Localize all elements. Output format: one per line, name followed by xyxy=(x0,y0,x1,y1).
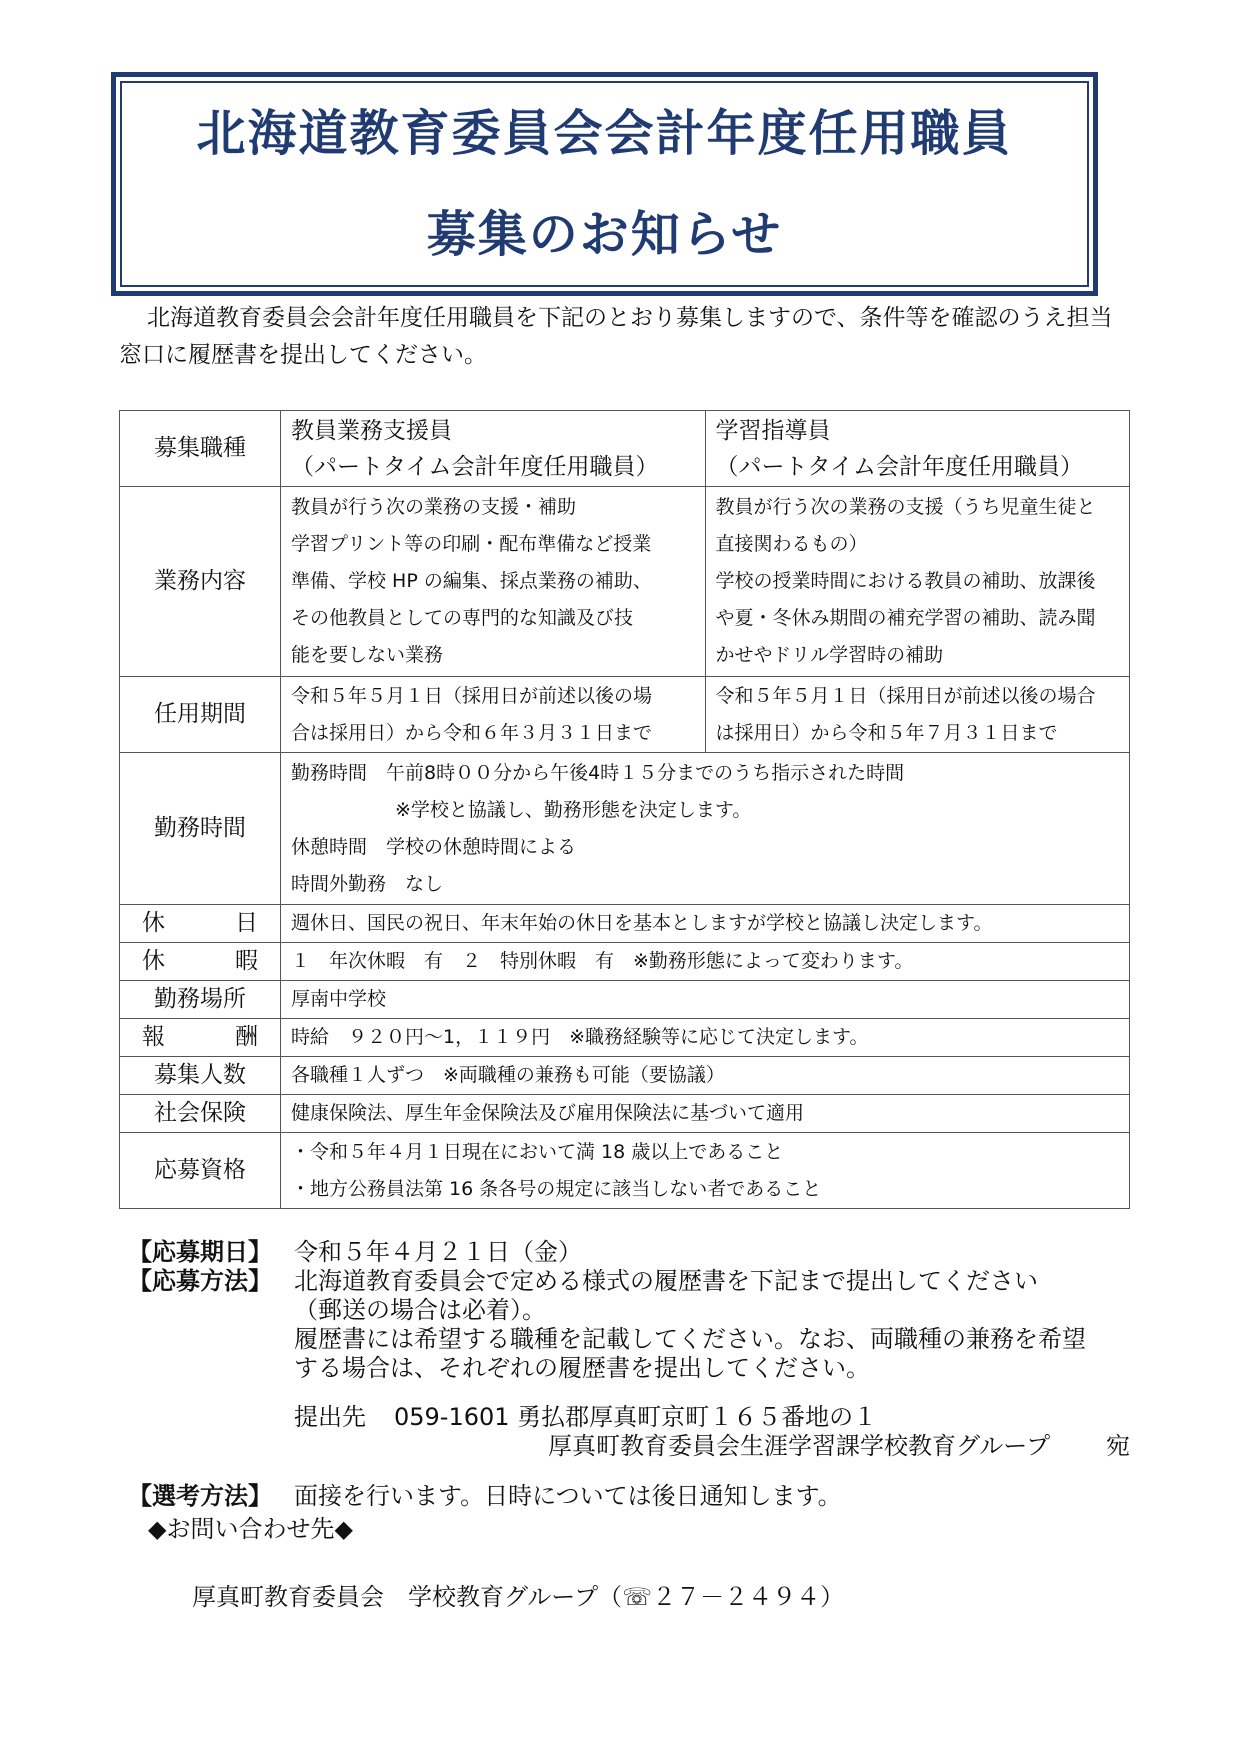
method-line: 履歴書には希望する職種を記載してください。なお、両職種の兼務を希望 xyxy=(294,1325,1086,1353)
row-location xyxy=(120,981,1130,1019)
job-type-col1 xyxy=(281,411,706,487)
submit-label: 提出先 xyxy=(294,1403,366,1431)
label-leave-char: 休 xyxy=(142,948,165,974)
method-row xyxy=(128,1267,1138,1461)
label-location: 勤務場所 xyxy=(120,981,281,1019)
period-col1-line: 令和５年５月１日（採用日が前述以後の場 xyxy=(291,684,653,707)
duties-col2-line: 教員が行う次の業務の支援（うち児童生徒と xyxy=(715,496,1096,518)
title-box xyxy=(111,72,1098,296)
pay-value: 時給 ９２０円～1，１１９円 ※職務経験等に応じて決定します。 xyxy=(281,1019,1130,1057)
hours-line: 時間外勤務 なし xyxy=(291,872,444,895)
title-box-inner xyxy=(120,81,1089,287)
intro-paragraph: 北海道教育委員会会計年度任用職員を下記のとおり募集しますので、条件等を確認のうえ担当窓口に履歴書を提出してください。 xyxy=(119,305,1113,368)
row-holidays xyxy=(120,905,1130,943)
duties-col2-line: や夏・冬休み期間の補充学習の補助、読み聞 xyxy=(715,607,1096,629)
title-line-2: 募集のお知らせ xyxy=(426,206,783,263)
submit-recipient-row xyxy=(294,1432,1138,1461)
contact-heading: ◆お問い合わせ先◆ xyxy=(148,1515,353,1543)
job-type-col1-line: 教員業務支援員 xyxy=(291,417,452,444)
job-type-col1-line: （パートタイム会計年度任用職員） xyxy=(291,453,659,480)
method-label: 【応募方法】 xyxy=(128,1267,272,1295)
row-pay xyxy=(120,1019,1130,1057)
job-type-col2-line: 学習指導員 xyxy=(715,417,831,444)
row-count xyxy=(120,1057,1130,1095)
row-period xyxy=(120,677,1130,753)
contact-value: 厚真町教育委員会 学校教育グループ（☏２７－２４９４） xyxy=(192,1583,845,1611)
row-duties xyxy=(120,487,1130,677)
hours-note: ※学校と協議し、勤務形態を決定します。 xyxy=(395,798,752,821)
duties-col1-line: 教員が行う次の業務の支援・補助 xyxy=(291,496,577,518)
hours-line: 休憩時間 学校の休憩時間による xyxy=(291,835,577,858)
hours-value xyxy=(281,753,1130,905)
label-duties: 業務内容 xyxy=(120,487,281,677)
deadline-label: 【応募期日】 xyxy=(128,1238,272,1266)
job-type-col2 xyxy=(705,411,1130,487)
duties-col2-line: 直接関わるもの） xyxy=(715,533,868,555)
selection-section xyxy=(128,1482,1138,1511)
label-hours: 勤務時間 xyxy=(120,753,281,905)
leave-value: １ 年次休暇 有 ２ 特別休暇 有 ※勤務形態によって変わります。 xyxy=(281,943,1130,981)
duties-col2-line: かせやドリル学習時の補助 xyxy=(715,644,944,666)
row-job-type xyxy=(120,411,1130,487)
duties-col2-line: 学校の授業時間における教員の補助、放課後 xyxy=(715,570,1096,592)
label-pay-char: 酬 xyxy=(235,1024,258,1050)
period-col2 xyxy=(705,677,1130,753)
qualification-line: ・令和５年４月１日現在において満 18 歳以上であること xyxy=(291,1140,784,1163)
label-leave-char: 暇 xyxy=(235,948,258,974)
qualifications-value xyxy=(281,1133,1130,1209)
submit-suffix: 宛 xyxy=(1106,1432,1130,1460)
label-holidays xyxy=(120,905,281,943)
method-body xyxy=(294,1267,1138,1461)
duties-col1-line: 準備、学校 HP の編集、採点業務の補助、 xyxy=(291,570,652,592)
label-job-type: 募集職種 xyxy=(120,411,281,487)
label-count: 募集人数 xyxy=(120,1057,281,1095)
count-value: 各職種１人ずつ ※両職種の兼務も可能（要協議） xyxy=(281,1057,1130,1095)
label-leave xyxy=(120,943,281,981)
label-holidays-char: 休 xyxy=(142,910,165,936)
submit-address: 059-1601 勇払郡厚真町京町１６５番地の１ xyxy=(394,1403,878,1431)
period-col2-line: 令和５年５月１日（採用日が前述以後の場合 xyxy=(715,684,1096,707)
job-type-col2-line: （パートタイム会計年度任用職員） xyxy=(715,453,1084,480)
submit-address-row xyxy=(294,1403,1138,1432)
label-pay xyxy=(120,1019,281,1057)
qualification-line: ・地方公務員法第 16 条各号の規定に該当しない者であること xyxy=(291,1177,822,1200)
selection-label: 【選考方法】 xyxy=(128,1482,272,1510)
location-value: 厚南中学校 xyxy=(281,981,1130,1019)
row-insurance xyxy=(120,1095,1130,1133)
deadline-row xyxy=(128,1238,1138,1267)
duties-col2 xyxy=(705,487,1130,677)
row-leave xyxy=(120,943,1130,981)
row-qualifications xyxy=(120,1133,1130,1209)
row-hours xyxy=(120,753,1130,905)
period-col2-line: は採用日）から令和５年７月３１日まで xyxy=(715,721,1058,744)
selection-row xyxy=(128,1482,1138,1511)
title-line-1: 北海道教育委員会会計年度任用職員 xyxy=(196,105,1013,162)
method-line: （郵送の場合は必着）。 xyxy=(294,1296,546,1324)
application-section xyxy=(128,1238,1138,1461)
selection-value: 面接を行います。日時については後日通知します。 xyxy=(294,1482,842,1510)
holidays-value: 週休日、国民の祝日、年末年始の休日を基本としますが学校と協議し決定します。 xyxy=(281,905,1130,943)
hours-line: 勤務時間 午前8時００分から午後4時１５分までのうち指示された時間 xyxy=(291,761,905,784)
method-line: 北海道教育委員会で定める様式の履歴書を下記まで提出してください xyxy=(294,1267,1038,1295)
method-line: する場合は、それぞれの履歴書を提出してください。 xyxy=(294,1354,870,1382)
period-col1-line: 合は採用日）から令和６年３月３１日まで xyxy=(291,721,653,744)
recruitment-table xyxy=(119,410,1130,1209)
submit-recipient: 厚真町教育委員会生涯学習課学校教育グループ xyxy=(548,1432,1051,1460)
label-pay-char: 報 xyxy=(142,1024,165,1050)
insurance-value: 健康保険法、厚生年金保険法及び雇用保険法に基づいて適用 xyxy=(281,1095,1130,1133)
deadline-value: 令和５年４月２１日（金） xyxy=(294,1238,582,1266)
label-holidays-char: 日 xyxy=(235,910,258,936)
label-insurance: 社会保険 xyxy=(120,1095,281,1133)
label-period: 任用期間 xyxy=(120,677,281,753)
label-qualifications: 応募資格 xyxy=(120,1133,281,1209)
duties-col1 xyxy=(281,487,706,677)
duties-col1-line: 学習プリント等の印刷・配布準備など授業 xyxy=(291,533,652,555)
period-col1 xyxy=(281,677,706,753)
duties-col1-line: その他教員としての専門的な知識及び技 xyxy=(291,607,634,629)
duties-col1-line: 能を要しない業務 xyxy=(291,644,444,666)
